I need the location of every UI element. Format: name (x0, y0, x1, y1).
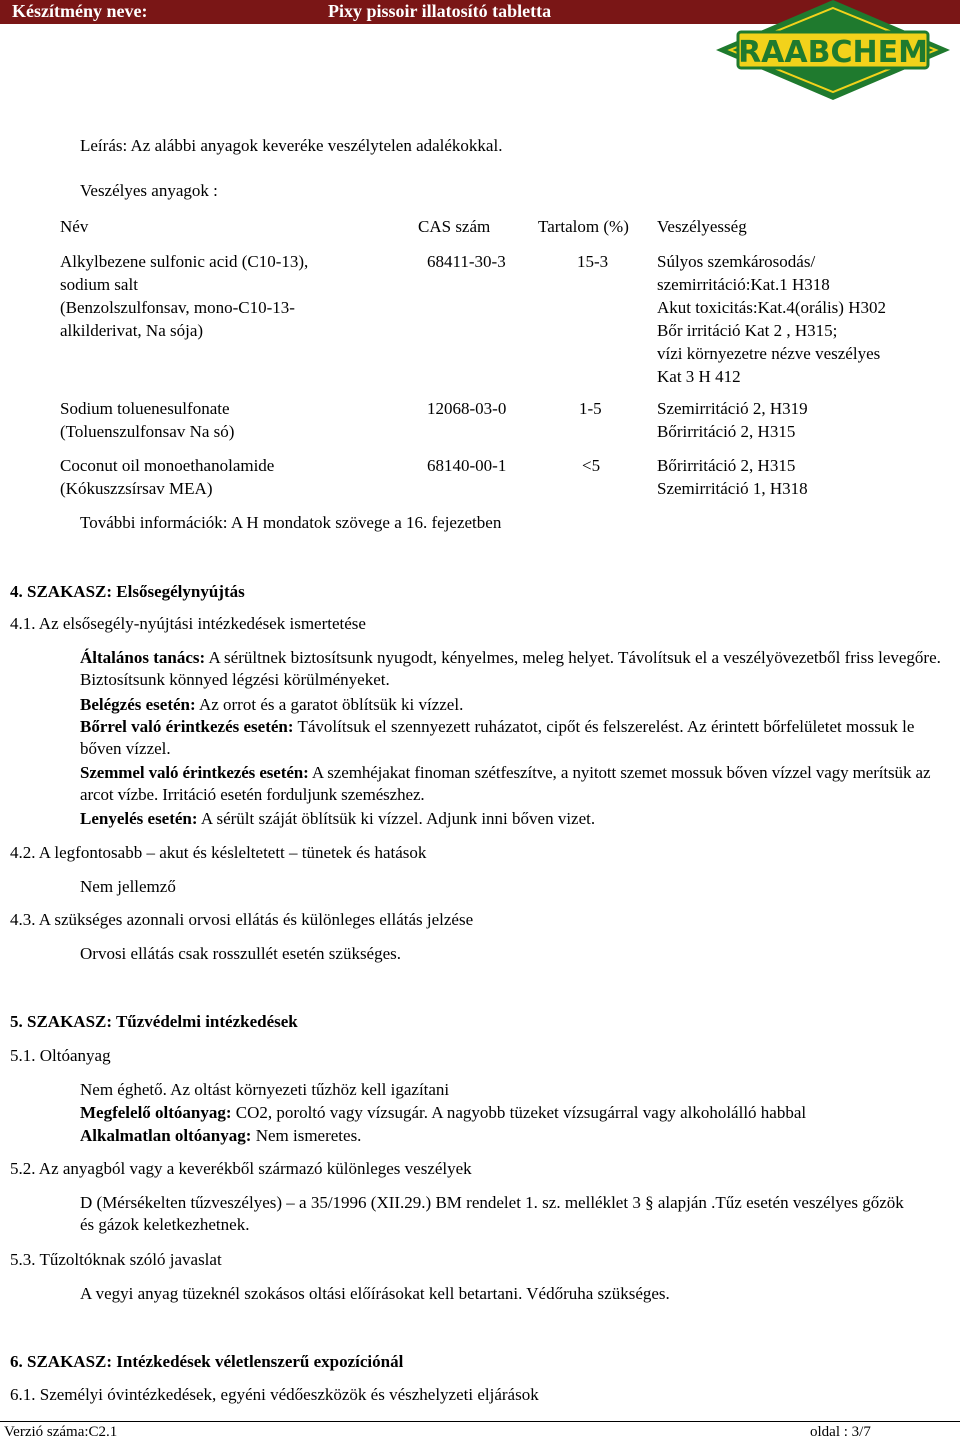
product-name-label: Készítmény neve: (12, 1, 148, 21)
subsection-6-1-title: 6.1. Személyi óvintézkedések, egyéni védőeszközök és vészhelyzeti eljárások (10, 1385, 539, 1404)
section-5-title: 5. SZAKASZ: Tűzvédelmi intézkedések (10, 1012, 298, 1031)
skin-contact (80, 716, 950, 760)
substance-name-line: Alkylbezene sulfonic acid (C10-13), (60, 252, 309, 271)
subsection-5-3-text: A vegyi anyag tüzeknél szokásos oltási előírásokat kell betartani. Védőruha szükséges. (80, 1284, 670, 1303)
subsection-5-2-title: 5.2. Az anyagból vagy a keverékből származó különleges veszélyek (10, 1159, 472, 1178)
section-4-title: 4. SZAKASZ: Elsősegélynyújtás (10, 582, 245, 601)
subsection-4-3-title: 4.3. A szükséges azonnali orvosi ellátás és különleges ellátás jelzése (10, 910, 474, 929)
page-number: oldal : 3/7 (810, 1424, 871, 1440)
skin-contact-text: Távolítsuk el szennyezett ruházatot, cipőt és felszerelést. Az érintett bőrfelületet mossuk le bőven vízzel. (80, 717, 915, 758)
hazardous-substances-title: Veszélyes anyagok : (80, 181, 218, 200)
unsuitable-media-text: Nem ismeretes. (251, 1126, 362, 1145)
subsection-4-1-title: 4.1. Az elsősegély-nyújtási intézkedések ismertetése (10, 614, 366, 633)
substance-name-line: (Toluenszulfonsav Na só) (60, 422, 235, 441)
description: Leírás: Az alábbi anyagok keveréke veszélytelen adalékokkal. (80, 136, 503, 155)
column-header-cas: CAS szám (418, 217, 491, 236)
skin-contact-label: Bőrrel való érintkezés esetén: (80, 717, 294, 736)
subsection-4-2-text: Nem jellemző (80, 877, 176, 896)
substance-name-line: Coconut oil monoethanolamide (60, 456, 275, 475)
eye-contact (80, 762, 960, 806)
section-6-title: 6. SZAKASZ: Intézkedések véletlenszerű expozíciónál (10, 1352, 404, 1371)
inhalation-label: Belégzés esetén: (80, 695, 196, 714)
hazard-line: Szemirritáció 2, H319 (657, 399, 808, 418)
subsection-5-1-title: 5.1. Oltóanyag (10, 1046, 111, 1065)
cas-number: 68140-00-1 (427, 456, 507, 475)
substance-name-line: Sodium toluenesulfonate (60, 399, 230, 418)
hazard-line: vízi környezetre nézve veszélyes (657, 344, 881, 363)
content-percent: 15-3 (577, 252, 609, 271)
substance-name-line: (Benzolszulfonsav, mono-C10-13- (60, 298, 295, 317)
general-advice (80, 647, 950, 691)
ingestion-text: A sérült száját öblítsük ki vízzel. Adjunk inni bőven vizet. (197, 809, 596, 828)
footer-divider (0, 1421, 960, 1422)
subsection-5-1-text: Nem éghető. Az oltást környezeti tűzhöz kell igazítani (80, 1080, 450, 1099)
version-number: Verzió száma:C2.1 (4, 1424, 118, 1440)
suitable-media-text: CO2, poroltó vagy vízsugár. A nagyobb tüzeket vízsugárral vagy alkoholálló habbal (231, 1103, 807, 1122)
hazard-line: Bőrirritáció 2, H315 (657, 456, 796, 475)
hazard-line: Súlyos szemkárosodás/ (657, 252, 816, 271)
eye-contact-label: Szemmel való érintkezés esetén: (80, 763, 309, 782)
hazard-line: Kat 3 H 412 (657, 367, 741, 386)
content-percent: <5 (582, 456, 601, 475)
more-info: További információk: A H mondatok szövege a 16. fejezetben (80, 513, 502, 532)
subsection-5-2-text: D (Mérsékelten tűzveszélyes) – a 35/1996 (XII.29.) BM rendelet 1. sz. melléklet 3 § alapján .Tűz esetén veszélyes gőzök és gázok keletkezhetnek. (80, 1193, 904, 1234)
hazard-line: szemirritáció:Kat.1 H318 (657, 275, 830, 294)
general-advice-label: Általános tanács: (80, 648, 206, 667)
cas-number: 12068-03-0 (427, 399, 507, 418)
raabchem-logo (716, 0, 950, 100)
substance-name-line: sodium salt (60, 275, 138, 294)
logo-text: RAABCHEM (738, 35, 928, 70)
hazard-line: Szemirritáció 1, H318 (657, 479, 808, 498)
substance-name-line: (Kókuszzsírsav MEA) (60, 479, 213, 498)
substance-name-line: alkilderivat, Na sója) (60, 321, 204, 340)
ingestion-label: Lenyelés esetén: (80, 809, 198, 828)
inhalation-text: Az orrot és a garatot öblítsük ki vízzel. (195, 695, 464, 714)
ingestion (80, 808, 595, 830)
column-header-content: Tartalom (%) (538, 217, 629, 236)
column-header-name: Név (60, 217, 89, 236)
hazard-line: Bőr irritáció Kat 2 , H315; (657, 321, 838, 340)
content-percent: 1-5 (579, 399, 602, 418)
unsuitable-media-label: Alkalmatlan oltóanyag: (80, 1126, 252, 1145)
subsection-4-2-title: 4.2. A legfontosabb – akut és késleltetett – tünetek és hatások (10, 843, 427, 862)
suitable-media-label: Megfelelő oltóanyag: (80, 1103, 232, 1122)
cas-number: 68411-30-3 (427, 252, 506, 271)
hazard-line: Bőrirritáció 2, H315 (657, 422, 796, 441)
subsection-4-3-text: Orvosi ellátás csak rosszullét esetén szükséges. (80, 944, 402, 963)
general-advice-text: A sérültnek biztosítsunk nyugodt, kényelmes, meleg helyet. Távolítsuk el a veszélyövezetből friss levegőre. Biztosítsunk könnyed légzési körülményeket. (80, 648, 941, 689)
eye-contact-text: A szemhéjakat finoman szétfeszítve, a nyitott szemet mossuk bőven vízzel vagy merítsük az arcot vízbe. Irritáció esetén forduljunk szemészhez. (80, 763, 931, 804)
suitable-extinguishing-media (80, 1102, 806, 1124)
product-name: Pixy pissoir illatosító tabletta (328, 1, 552, 21)
inhalation (80, 694, 463, 716)
unsuitable-extinguishing-media (80, 1125, 361, 1147)
column-header-hazard: Veszélyesség (657, 217, 747, 236)
subsection-5-3-title: 5.3. Tűzoltóknak szóló javaslat (10, 1250, 222, 1269)
hazard-line: Akut toxicitás:Kat.4(orális) H302 (657, 298, 886, 317)
